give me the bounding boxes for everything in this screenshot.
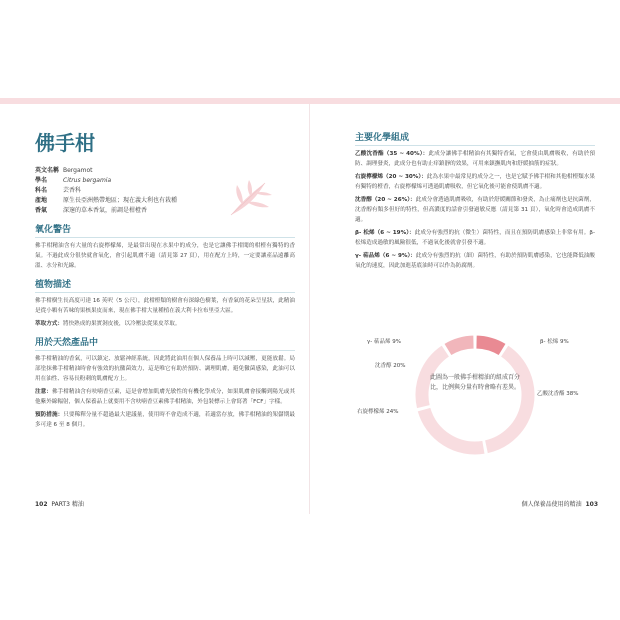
slice-label: 沈香醇 20% (375, 363, 406, 369)
note-paragraph (35, 387, 295, 407)
warning-text: 佛手柑精油含有大量的右旋檸檬烯，是最常出現在水果中的成分，也是它讓佛手柑聞的柑橙有獨特的香氣。不過此成分很快就會氧化，會引起肌膚不適（請見第 27 頁），用在配方上時，一定要讓產品遠離高溫、水分和光線。 (35, 243, 295, 269)
folio-right (522, 499, 598, 508)
usage-text: 佛手柑精油的香氣，可以鎮定、放鬆神經系統，因此將此油用在個人保養品上時可以減壓，更能放鬆。局部塗抹佛手柑精油時會有強效的抗黴菌效力，這是唯它有助於預防、調理肌膚，避免黴菌感染，此油可以用在油性、容易長粉刺的肌膚配方上。 (35, 356, 295, 382)
info-key: 產地 (35, 197, 48, 204)
tip-text: 只要稀釋分量不超過最大建議量，使用時不會造成不適，若適當存放，佛手柑精油的架儲期最多可達 6 至 8 個月。 (35, 412, 295, 428)
component-text: 此為水果中最常見的成分之一，也是它賦予佛手柑和其他柑橙類水果有獨特的橙香，右旋檸檬烯可透過肌膚吸收，但它氧化後可能會使肌膚不適。 (355, 174, 595, 190)
donut-slice (485, 345, 535, 454)
info-key: 英文名稱 (35, 167, 60, 174)
info-value: 原生長亞洲熱帶地區；現在義大利也有栽種 (63, 197, 178, 204)
component-name: β- 松烯（6 ~ 19%）： (355, 230, 415, 236)
top-decorative-band (0, 98, 620, 104)
component-text: 此成分會透過肌膚吸收，有助於舒緩關節和發炎，為止痛劑也是抗菌劑，沈香醇有類多但好的特性，但高濃度的話會引發過敏反應（請見第 31 頁），氧化時會造成肌膚不適。 (355, 197, 595, 223)
components-heading: 主要化學組成 (355, 130, 595, 146)
extract-label: 萃取方式： (35, 321, 63, 327)
page-number-right: 103 (585, 501, 598, 508)
component-item (355, 228, 595, 248)
info-value: 芸香科 (63, 187, 82, 194)
chart-center-note: 此圖為一般佛手柑精油的組成百分比，比例與分量有時會略有差異。 (430, 374, 521, 391)
component-name: γ- 萜品烯（6 ~ 9%）： (355, 253, 416, 259)
donut-chart (355, 325, 595, 465)
info-key: 香氣 (35, 207, 48, 214)
info-value: 深邃的草本香氣，前調是柑橙香 (63, 207, 148, 214)
component-name: 右旋檸檬烯（20 ~ 30%）： (355, 174, 427, 180)
note-text: 佛手柑精油含有呋喃香豆素，這是會增加肌膚光敏性的有機化學成分，如果肌膚會接觸到陽光或其他紫外線輻射，個人保養品上就要用不含呋喃香豆素佛手柑精油，外包裝標示上會寫著「FCF」字樣。 (35, 389, 295, 405)
component-item (355, 149, 595, 169)
leaf-illustration-icon (225, 175, 275, 220)
donut-slice (444, 335, 474, 356)
folio-left (35, 499, 84, 508)
section-heading-warning: 氧化警告 (35, 222, 295, 238)
note-label: 注意： (35, 389, 52, 395)
slice-label: 乙酸沈香酯 38% (537, 391, 579, 397)
component-name: 沈香醇（20 ~ 26%）： (355, 197, 416, 203)
folio-right-text: 個人保養品使用的精油 (521, 501, 582, 508)
slice-label: β- 松烯 9% (540, 339, 569, 345)
component-text: 此成分讓佛手柑精油有其獨特香氣，它會使由肌膚吸收，有助於預防、調理發炎，此成分也有助止痒鎮靜的效果，可用來鎮撫肌肉和舒緩抽筋的症狀。 (355, 151, 595, 167)
section-heading-usage: 用於天然產品中 (35, 335, 295, 351)
page-number-left: 102 (35, 501, 48, 508)
extract-paragraph (35, 319, 295, 329)
component-item (355, 195, 595, 225)
right-page (355, 130, 595, 271)
component-item (355, 251, 595, 271)
donut-slice (476, 335, 506, 356)
component-name: 乙酸沈香酯（35 ~ 40%）： (355, 151, 429, 157)
slice-label: 右旋檸檬烯 24% (357, 409, 399, 415)
info-key: 學名 (35, 177, 48, 184)
plant-text: 佛手柑樹生長高度可達 16 英呎（5 公尺），此柑橙類的樹會有深綠色樹葉，有香氣的花朵呈星狀，此精油是從小顆有苦味的果核果皮而來，現在佛手柑大量種植在義大利卡拉布里亞大區。 (35, 298, 295, 314)
component-text: 此成分有強烈的抗（微生）菌特性，而且在預防肌膚感染上非常有用。β- 松烯造成過敏的風險很低，不過氧化後就會引發不適。 (355, 230, 595, 246)
info-value: Bergamot (63, 167, 93, 174)
component-item (355, 172, 595, 192)
donut-slice (417, 407, 485, 455)
section-heading-plant: 植物描述 (35, 277, 295, 293)
composition-chart (355, 325, 595, 465)
info-value: Citrus bergamia (63, 177, 112, 184)
page-gutter (309, 104, 310, 514)
folio-left-text: PART3 精油 (51, 501, 84, 508)
extract-text: 將快熟成的果實剝皮後，以冷壓法從果皮萃取。 (62, 321, 181, 327)
tip-paragraph (35, 410, 295, 430)
slice-label: γ- 萜品烯 9% (367, 339, 401, 345)
tip-label: 預防措施： (35, 412, 64, 418)
info-key: 科名 (35, 187, 48, 194)
component-text: 此成分有強烈的抗（細）菌特性，有助於預防肌膚感染，它也能降低油酸氧化的速度，因此加進基底油時可以作為防腐劑。 (355, 253, 595, 269)
page-title: 佛手柑 (35, 131, 95, 155)
